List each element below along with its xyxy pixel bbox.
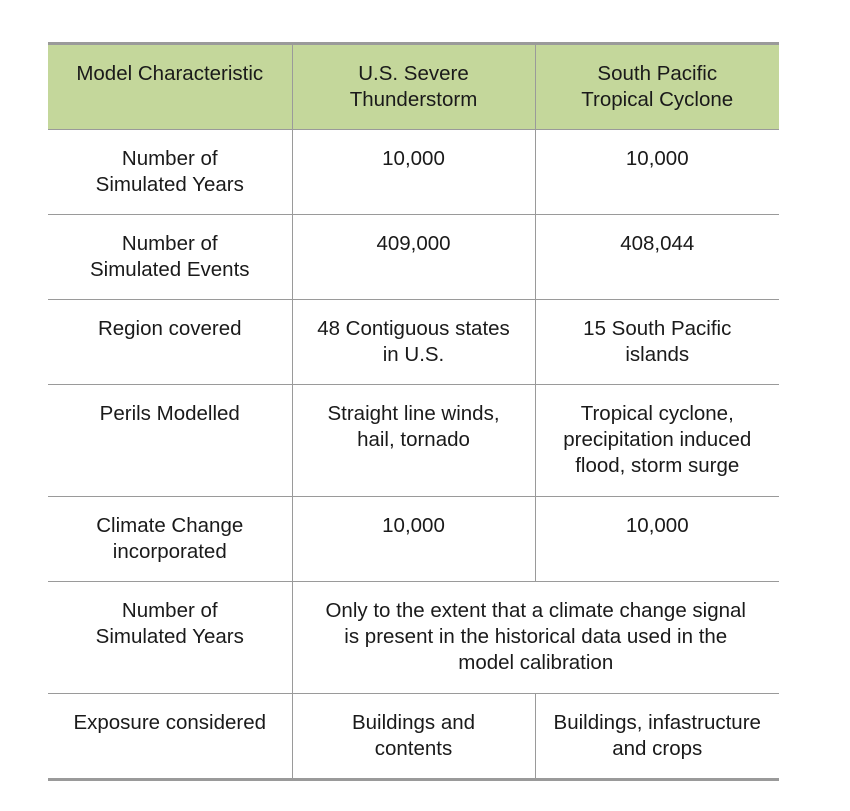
- row-label: Perils Modelled: [48, 385, 292, 497]
- header-row: [48, 44, 779, 130]
- us-value: 409,000: [292, 215, 535, 300]
- sp-value: 10,000: [535, 497, 779, 582]
- us-value: 10,000: [292, 130, 535, 215]
- header-model-characteristic: Model Characteristic: [48, 44, 292, 130]
- row-label: Region covered: [48, 300, 292, 385]
- sp-value: Tropical cyclone, precipitation induced flood, storm surge: [535, 385, 779, 497]
- row-label: Exposure considered: [48, 694, 292, 780]
- table-row: [48, 497, 779, 582]
- row-label: Number of Simulated Events: [48, 215, 292, 300]
- us-value: 10,000: [292, 497, 535, 582]
- us-value: Buildings and contents: [292, 694, 535, 780]
- table-row: [48, 694, 779, 780]
- model-comparison-table-container: [48, 42, 779, 781]
- row-label: Climate Change incorporated: [48, 497, 292, 582]
- sp-value: 408,044: [535, 215, 779, 300]
- model-comparison-table: [48, 42, 779, 781]
- us-value: 48 Contiguous states in U.S.: [292, 300, 535, 385]
- header-south-pacific-tropical-cyclone: South Pacific Tropical Cyclone: [535, 44, 779, 130]
- table-row: [48, 215, 779, 300]
- row-label: Number of Simulated Years: [48, 582, 292, 694]
- sp-value: Buildings, infastructure and crops: [535, 694, 779, 780]
- merged-value: Only to the extent that a climate change signal is present in the historical data used in the model calibration: [292, 582, 779, 694]
- table-row: [48, 300, 779, 385]
- table-row: [48, 582, 779, 694]
- table-row: [48, 130, 779, 215]
- us-value: Straight line winds, hail, tornado: [292, 385, 535, 497]
- header-us-severe-thunderstorm: U.S. Severe Thunderstorm: [292, 44, 535, 130]
- row-label: Number of Simulated Years: [48, 130, 292, 215]
- table-row: [48, 385, 779, 497]
- sp-value: 10,000: [535, 130, 779, 215]
- sp-value: 15 South Pacific islands: [535, 300, 779, 385]
